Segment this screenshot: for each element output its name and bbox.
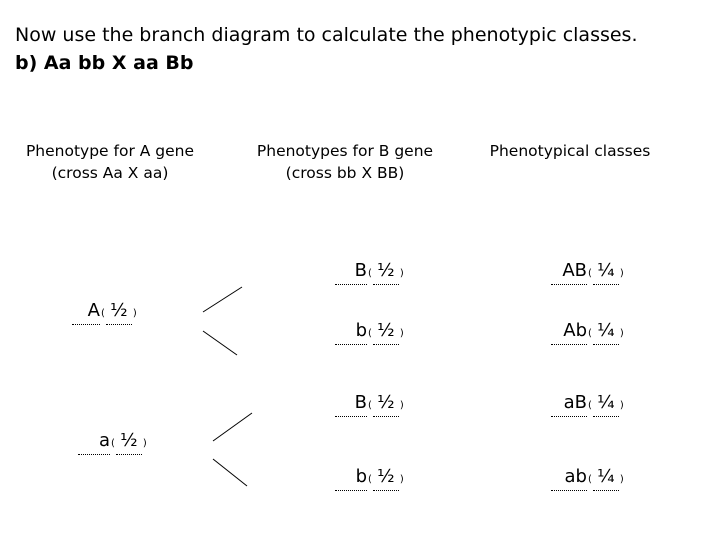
b-gene-row — [335, 262, 405, 280]
paren-open: ( — [368, 474, 372, 485]
branch-line — [203, 287, 242, 312]
probability: ½ — [106, 302, 132, 325]
class-label: AB — [551, 262, 587, 285]
probability: ¼ — [593, 262, 619, 285]
paren-open: ( — [368, 268, 372, 279]
paren-open: ( — [588, 268, 592, 279]
paren-open: ( — [588, 328, 592, 339]
paren-open: ( — [588, 474, 592, 485]
probability: ¼ — [593, 322, 619, 345]
phenotype-class-row — [551, 394, 625, 412]
a-gene-row — [72, 302, 138, 320]
probability: ½ — [373, 322, 399, 345]
paren-close: ) — [619, 400, 624, 411]
header-gene-b-title: Phenotypes for B gene — [256, 142, 434, 160]
class-label: ab — [551, 468, 587, 491]
phenotype-class-row — [551, 322, 625, 340]
a-gene-row — [78, 432, 148, 450]
problem-label: b) Aa bb X aa Bb — [15, 52, 194, 74]
class-label: aB — [551, 394, 587, 417]
probability: ½ — [373, 468, 399, 491]
header-classes-title: Phenotypical classes — [489, 142, 651, 160]
paren-open: ( — [111, 438, 115, 449]
header-gene-b-cross: (cross bb X BB) — [285, 164, 405, 183]
b-gene-row — [335, 468, 405, 486]
instruction-text: Now use the branch diagram to calculate the phenotypic classes. — [15, 24, 638, 46]
paren-close: ) — [142, 438, 147, 449]
header-gene-a-cross: (cross Aa X aa) — [51, 164, 169, 183]
probability: ¼ — [593, 468, 619, 491]
allele-label: A — [72, 302, 100, 325]
branch-line — [213, 413, 252, 441]
allele-label: b — [335, 468, 367, 491]
paren-close: ) — [619, 474, 624, 485]
allele-label: B — [335, 262, 367, 285]
class-label: Ab — [551, 322, 587, 345]
paren-close: ) — [399, 474, 404, 485]
paren-close: ) — [619, 268, 624, 279]
paren-close: ) — [399, 328, 404, 339]
paren-close: ) — [619, 328, 624, 339]
probability: ½ — [373, 394, 399, 417]
allele-label: b — [335, 322, 367, 345]
probability: ½ — [116, 432, 142, 455]
paren-close: ) — [399, 268, 404, 279]
header-gene-a-title: Phenotype for A gene — [25, 142, 195, 160]
b-gene-row — [335, 322, 405, 340]
phenotype-class-row — [551, 468, 625, 486]
probability: ½ — [373, 262, 399, 285]
allele-label: a — [78, 432, 110, 455]
paren-close: ) — [399, 400, 404, 411]
allele-label: B — [335, 394, 367, 417]
paren-open: ( — [368, 400, 372, 411]
paren-open: ( — [101, 308, 105, 319]
phenotype-class-row — [551, 262, 625, 280]
probability: ¼ — [593, 394, 619, 417]
branch-line — [203, 331, 237, 355]
paren-open: ( — [368, 328, 372, 339]
branch-line — [213, 459, 247, 486]
b-gene-row — [335, 394, 405, 412]
paren-close: ) — [132, 308, 137, 319]
paren-open: ( — [588, 400, 592, 411]
